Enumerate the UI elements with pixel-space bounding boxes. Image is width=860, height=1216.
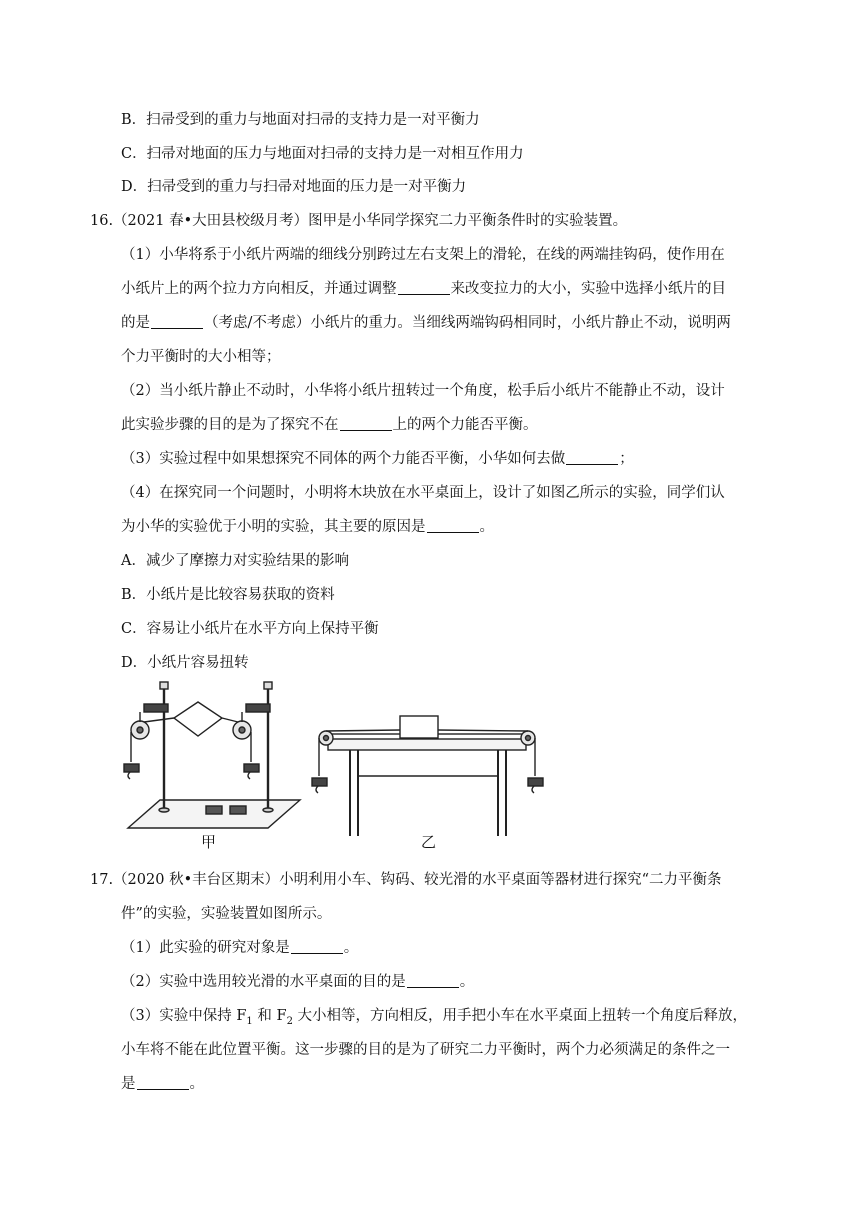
text-segment: 小纸片上的两个拉力方向相反，并通过调整	[121, 281, 397, 297]
spare-weight	[206, 806, 222, 814]
spare-weight	[230, 806, 246, 814]
q15-option-d: D．扫帚受到的重力与扫帚对地面的压力是一对平衡力	[121, 179, 467, 195]
text-segment: （3）实验过程中如果想探究不同体的两个力能否平衡，小华如何去做	[121, 451, 566, 467]
answer-blank	[291, 939, 343, 954]
q16-part1-line1: （1）小华将系于小纸片两端的细线分别跨过左右支架上的滑轮，在线的两端挂钩码，使作用在	[121, 247, 725, 263]
answer-blank	[407, 973, 459, 988]
q17-part3-line2: 小车将不能在此位置平衡。这一步骤的目的是为了研究二力平衡时，两个力必须满足的条件之一	[121, 1042, 730, 1058]
text-segment: 来改变拉力的大小，实验中选择小纸片的目	[450, 281, 726, 297]
text-segment: 的是	[121, 315, 150, 331]
left-weight	[124, 764, 139, 772]
figure-label-yi: 乙	[421, 833, 437, 851]
q17-part3-line1	[121, 1006, 747, 1032]
left-weight	[312, 778, 327, 786]
q16-option-d: D．小纸片容易扭转	[121, 655, 249, 671]
q16-option-a: A．减少了摩擦力对实验结果的影响	[121, 553, 349, 569]
subscript: 1	[246, 1015, 253, 1027]
answer-blank	[566, 450, 618, 465]
table-top	[328, 738, 526, 750]
q17-stem-line2: 件”的实验，实验装置如图所示。	[121, 906, 332, 922]
text-segment: 上的两个力能否平衡。	[392, 417, 538, 433]
q16-part4-line2	[121, 517, 494, 537]
text-segment: （1）此实验的研究对象是	[121, 940, 290, 956]
text-segment: （考虑/不考虑）小纸片的重力。当细线两端钩码相同时，小纸片静止不动，说明两	[204, 315, 731, 331]
q17-part1	[121, 938, 358, 958]
q16-stem: 16.（2021 春•大田县校级月考）图甲是小华同学探究二力平衡条件时的实验装置。	[90, 213, 628, 229]
left-clamp	[144, 704, 168, 712]
answer-blank	[398, 280, 450, 295]
text-segment: （2）实验中选用较光滑的水平桌面的目的是	[121, 974, 406, 990]
q16-option-b: B．小纸片是比较容易获取的资料	[121, 587, 335, 603]
q16-part1-line4: 个力平衡时的大小相等；	[121, 349, 281, 365]
text-segment: 此实验步骤的目的是为了探究不在	[121, 417, 339, 433]
right-clamp	[246, 704, 270, 712]
q16-option-c: C．容易让小纸片在水平方向上保持平衡	[121, 621, 379, 637]
text-segment: 和 F	[252, 1008, 287, 1024]
text-segment: （3）实验中保持 F	[121, 1008, 247, 1024]
right-weight	[528, 778, 543, 786]
q15-option-c: C．扫帚对地面的压力与地面对扫帚的支持力是一对相互作用力	[121, 146, 524, 162]
q17-part3-line3	[121, 1074, 204, 1094]
text-segment: 。	[459, 974, 475, 990]
q16-part3	[121, 449, 634, 469]
q16-part1-line3	[121, 313, 731, 333]
q16-part1-line2	[121, 279, 726, 299]
text-segment: 。	[479, 519, 494, 535]
text-segment: 。	[189, 1076, 204, 1092]
q15-option-b: B．扫帚受到的重力与地面对扫帚的支持力是一对平衡力	[121, 112, 480, 128]
text-segment: ；	[619, 451, 634, 467]
answer-blank	[137, 1075, 189, 1090]
subscript: 2	[286, 1015, 293, 1027]
q16-part4-line1: （4）在探究同一个问题时，小明将木块放在水平桌面上，设计了如图乙所示的实验，同学们认	[121, 485, 725, 501]
paper-card	[174, 702, 222, 736]
text-segment: 大小相等，方向相反，用手把小车在水平桌面上扭转一个角度后释放，	[292, 1008, 748, 1024]
wooden-block	[400, 716, 438, 738]
q17-part2	[121, 972, 474, 992]
answer-blank	[340, 416, 392, 431]
apparatus-yi	[312, 716, 543, 836]
answer-blank	[427, 518, 479, 533]
q16-part2-line2	[121, 415, 538, 435]
answer-blank	[151, 314, 203, 329]
q16-part2-line1: （2）当小纸片静止不动时，小华将小纸片扭转过一个角度，松手后小纸片不能静止不动，设计	[121, 383, 725, 399]
q17-stem-line1: 17.（2020 秋•丰台区期末）小明利用小车、钩码、较光滑的水平桌面等器材进行探究“二力平衡条	[90, 872, 722, 888]
text-segment: 是	[121, 1076, 136, 1092]
figure-label-jia: 甲	[201, 833, 217, 851]
right-weight	[244, 764, 259, 772]
apparatus-jia	[124, 682, 300, 828]
experiment-figure	[118, 680, 558, 860]
text-segment: 为小华的实验优于小明的实验，其主要的原因是	[121, 519, 426, 535]
text-segment: 。	[343, 940, 359, 956]
